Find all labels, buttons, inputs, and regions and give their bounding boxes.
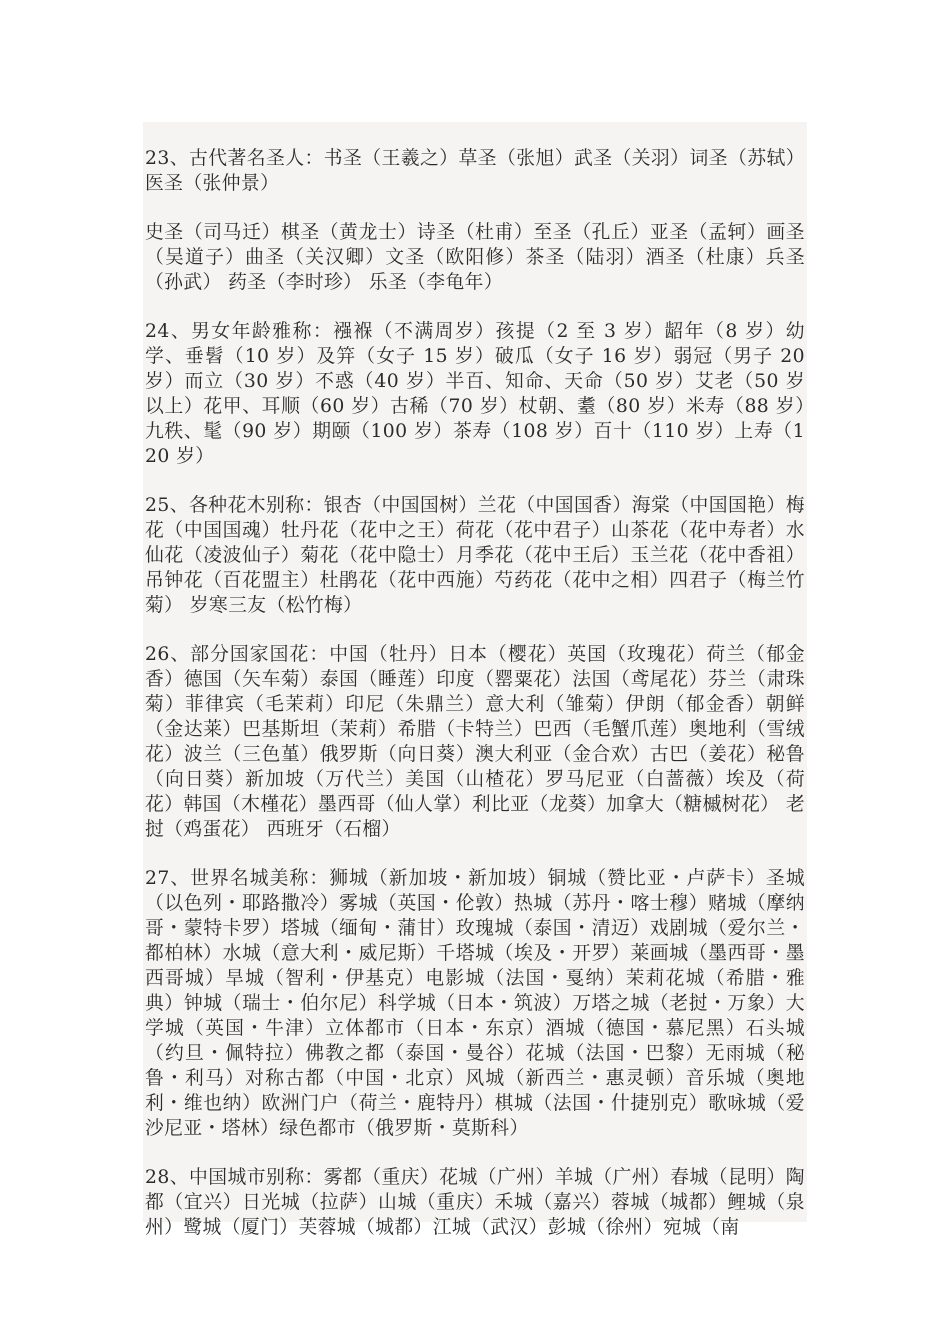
paragraph-25: 25、各种花木别称：银杏（中国国树）兰花（中国国香）海棠（中国国艳）梅花（中国国魂）牡丹花（花中之王）荷花（花中君子）山茶花（花中寿者）水仙花（凌波仙子）菊花（花中隐士）月季花（花中王后）玉兰花（花中香祖）吊钟花（百花盟主）杜鹃花（花中西施）芍药花（花中之相）四君子（梅兰竹菊） 岁寒三友（松竹梅） bbox=[145, 495, 805, 616]
paragraph-28: 28、中国城市别称：雾都（重庆）花城（广州）羊城（广州）春城（昆明）陶都（宜兴）日光城（拉萨）山城（重庆）禾城（嘉兴）蓉城（城都）鲤城（泉州）鹭城（厦门）芙蓉城（城都）江城（武汉）彭城（徐州）宛城（南 bbox=[145, 1167, 805, 1238]
text-content bbox=[145, 146, 805, 1264]
paragraph-23: 23、古代著名圣人：书圣（王羲之）草圣（张旭）武圣（关羽）词圣（苏轼）医圣（张仲景） bbox=[145, 148, 805, 194]
paragraph-27: 27、世界名城美称：狮城（新加坡・新加坡）铜城（赞比亚・卢萨卡）圣城（以色列・耶路撒冷）雾城（英国・伦敦）热城（苏丹・喀士穆）赌城（摩纳哥・蒙特卡罗）塔城（缅甸・蒲甘）玫瑰城（泰国・清迈）戏剧城（爱尔兰・都柏林）水城（意大利・威尼斯）千塔城（埃及・开罗）莱画城（墨西哥・墨西哥城）旱城（智利・伊基克）电影城（法国・戛纳）茉莉花城（希腊・雅典）钟城（瑞士・伯尔尼）科学城（日本・筑波）万塔之城（老挝・万象）大学城（英国・牛津）立体都市（日本・东京）酒城（德国・慕尼黑）石头城（约旦・佩特拉）佛教之都（泰国・曼谷）花城（法国・巴黎）无雨城（秘鲁・利马）对称古都（中国・北京）风城（新西兰・惠灵顿）音乐城（奥地利・维也纳）欧洲门户（荷兰・鹿特丹）棋城（法国・什捷别克）歌咏城（爱沙尼亚・塔林）绿色都市（俄罗斯・莫斯科） bbox=[145, 868, 805, 1139]
paragraph-23-continued: 史圣（司马迁）棋圣（黄龙士）诗圣（杜甫）至圣（孔丘）亚圣（孟轲）画圣（吴道子）曲圣（关汉卿）文圣（欧阳修）茶圣（陆羽）酒圣（杜康）兵圣（孙武） 药圣（李时珍） 乐圣（李龟年） bbox=[145, 222, 805, 293]
text-panel bbox=[143, 122, 807, 1238]
paragraph-26: 26、部分国家国花：中国（牡丹）日本（樱花）英国（玫瑰花）荷兰（郁金香）德国（矢车菊）泰国（睡莲）印度（罂粟花）法国（鸢尾花）芬兰（肃珠菊）菲律宾（毛茉莉）印尼（朱鼎兰）意大利（雏菊）伊朗（郁金香）朝鲜（金达莱）巴基斯坦（茉莉）希腊（卡特兰）巴西（毛蟹爪莲）奥地利（雪绒花）波兰（三色堇）俄罗斯（向日葵）澳大利亚（金合欢）古巴（姜花）秘鲁（向日葵）新加坡（万代兰）美国（山楂花）罗马尼亚（白蔷薇）埃及（荷花）韩国（木槿花）墨西哥（仙人掌）利比亚（龙葵）加拿大（糖槭树花） 老挝（鸡蛋花） 西班牙（石榴） bbox=[145, 644, 805, 840]
paragraph-24: 24、男女年龄雅称：襁褓（不满周岁）孩提（2 至 3 岁）龆年（8 岁）幼学、垂髫（10 岁）及笄（女子 15 岁）破瓜（女子 16 岁）弱冠（男子 20 岁）而立（30 岁）不惑（40 岁）半百、知命、天命（50 岁）艾老（50 岁以上）花甲、耳顺（60 岁）古稀（70 岁）杖朝、耋（80 岁）米寿（88 岁）九秩、髦（90 岁）期颐（100 岁）茶寿（108 岁）百十（110 岁）上寿（120 岁） bbox=[145, 321, 805, 467]
